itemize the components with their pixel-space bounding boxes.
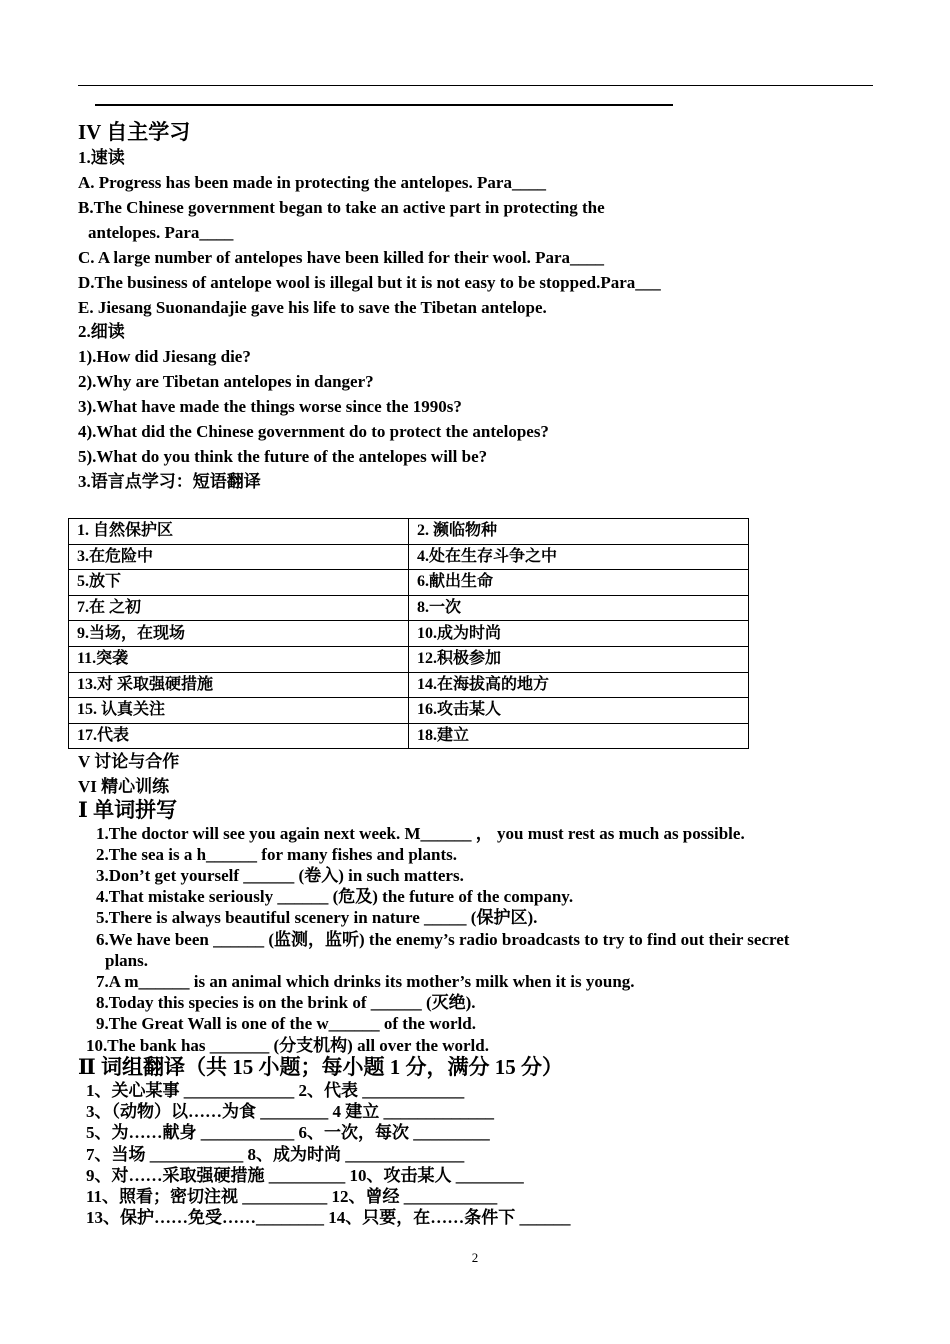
table-row <box>69 544 749 570</box>
table-cell: 11.突袭 <box>69 646 409 672</box>
spelling-item: 2.The sea is a h______ for many fishes and plants. <box>96 845 457 864</box>
table-cell: 15. 认真关注 <box>69 698 409 724</box>
table-cell: 10.成为时尚 <box>409 621 749 647</box>
section5-title: V 讨论与合作 <box>78 752 180 771</box>
speed-item: A. Progress has been made in protecting the antelopes. Para____ <box>78 173 546 192</box>
section4-title: IV 自主学习 <box>78 120 191 144</box>
spelling-item-cont: plans. <box>105 951 148 970</box>
table-row <box>69 672 749 698</box>
table-cell: 8.一次 <box>409 595 749 621</box>
table-cell: 18.建立 <box>409 723 749 749</box>
phrase-translation-title: Ⅱ 词组翻译（共 15 小题；每小题 1 分，满分 15 分） <box>78 1055 563 1079</box>
spelling-item: 7.A m______ is an animal which drinks its mother’s milk when it is young. <box>96 972 635 991</box>
top-rule <box>78 85 873 86</box>
page-number: 2 <box>471 1250 479 1265</box>
spelling-item: 1.The doctor will see you again next week. M______ ， you must rest as much as possible. <box>96 824 745 843</box>
speed-item: E. Jiesang Suonandajie gave his life to save the Tibetan antelope. <box>78 298 547 317</box>
table-row <box>69 621 749 647</box>
table-cell: 4.处在生存斗争之中 <box>409 544 749 570</box>
detail-question: 3).What have made the things worse since the 1990s? <box>78 397 462 416</box>
spelling-item: 6.We have been ______ (监测，监听) the enemy’s radio broadcasts to try to find out their secret <box>96 930 790 949</box>
table-row <box>69 570 749 596</box>
table-cell: 7.在 之初 <box>69 595 409 621</box>
table-cell: 13.对 采取强硬措施 <box>69 672 409 698</box>
translation-item: 5、为……献身 ___________ 6、一次，每次 _________ <box>86 1123 490 1142</box>
phrase-table <box>68 518 749 749</box>
table-cell: 17.代表 <box>69 723 409 749</box>
table-cell: 2. 濒临物种 <box>409 519 749 545</box>
table-cell: 14.在海拔高的地方 <box>409 672 749 698</box>
table-row <box>69 519 749 545</box>
detail-reading-heading: 2.细读 <box>78 322 125 341</box>
table-cell: 5.放下 <box>69 570 409 596</box>
translation-item: 3、（动物）以……为食 ________ 4 建立 _____________ <box>86 1102 494 1121</box>
table-row <box>69 595 749 621</box>
spelling-item: 5.There is always beautiful scenery in nature _____ (保护区). <box>96 908 538 927</box>
table-cell: 6.献出生命 <box>409 570 749 596</box>
spelling-item: 4.That mistake seriously ______ (危及) the future of the company. <box>96 887 574 906</box>
spelling-item: 3.Don’t get yourself ______ (卷入) in such matters. <box>96 866 464 885</box>
speed-item: C. A large number of antelopes have been killed for their wool. Para____ <box>78 248 605 267</box>
speed-item-cont: antelopes. Para____ <box>88 223 234 242</box>
detail-question: 4).What did the Chinese government do to protect the antelopes? <box>78 422 549 441</box>
spelling-item: 10.The bank has _______ (分支机构) all over the world. <box>86 1036 489 1055</box>
detail-question: 5).What do you think the future of the antelopes will be? <box>78 447 488 466</box>
table-cell: 3.在危险中 <box>69 544 409 570</box>
translation-item: 1、关心某事 _____________ 2、代表 ____________ <box>86 1081 465 1100</box>
spelling-item: 9.The Great Wall is one of the w______ of the world. <box>96 1014 476 1033</box>
translation-item: 9、对……采取强硬措施 _________ 10、攻击某人 ________ <box>86 1166 524 1185</box>
spelling-item: 8.Today this species is on the brink of ______ (灭绝). <box>96 993 476 1012</box>
translation-item: 7、当场 ___________ 8、成为时尚 ______________ <box>86 1145 465 1164</box>
table-cell: 16.攻击某人 <box>409 698 749 724</box>
table-cell: 9.当场，在现场 <box>69 621 409 647</box>
language-points-heading: 3.语言点学习：短语翻译 <box>78 472 261 491</box>
detail-question: 1).How did Jiesang die? <box>78 347 251 366</box>
table-row <box>69 698 749 724</box>
spelling-title: Ⅰ 单词拼写 <box>78 798 178 822</box>
table-row <box>69 646 749 672</box>
table-cell: 1. 自然保护区 <box>69 519 409 545</box>
section6-title: VI 精心训练 <box>78 777 170 796</box>
translation-item: 13、保护……免受……________ 14、只要，在……条件下 ______ <box>86 1208 571 1227</box>
detail-question: 2).Why are Tibetan antelopes in danger? <box>78 372 374 391</box>
table-row <box>69 723 749 749</box>
speed-reading-heading: 1.速读 <box>78 148 125 167</box>
translation-item: 11、照看；密切注视 __________ 12、曾经 ___________ <box>86 1187 498 1206</box>
speed-item: D.The business of antelope wool is illegal but it is not easy to be stopped.Para___ <box>78 273 661 292</box>
speed-item: B.The Chinese government began to take an active part in protecting the <box>78 198 605 217</box>
table-cell: 12.积极参加 <box>409 646 749 672</box>
answer-rule <box>95 104 673 106</box>
